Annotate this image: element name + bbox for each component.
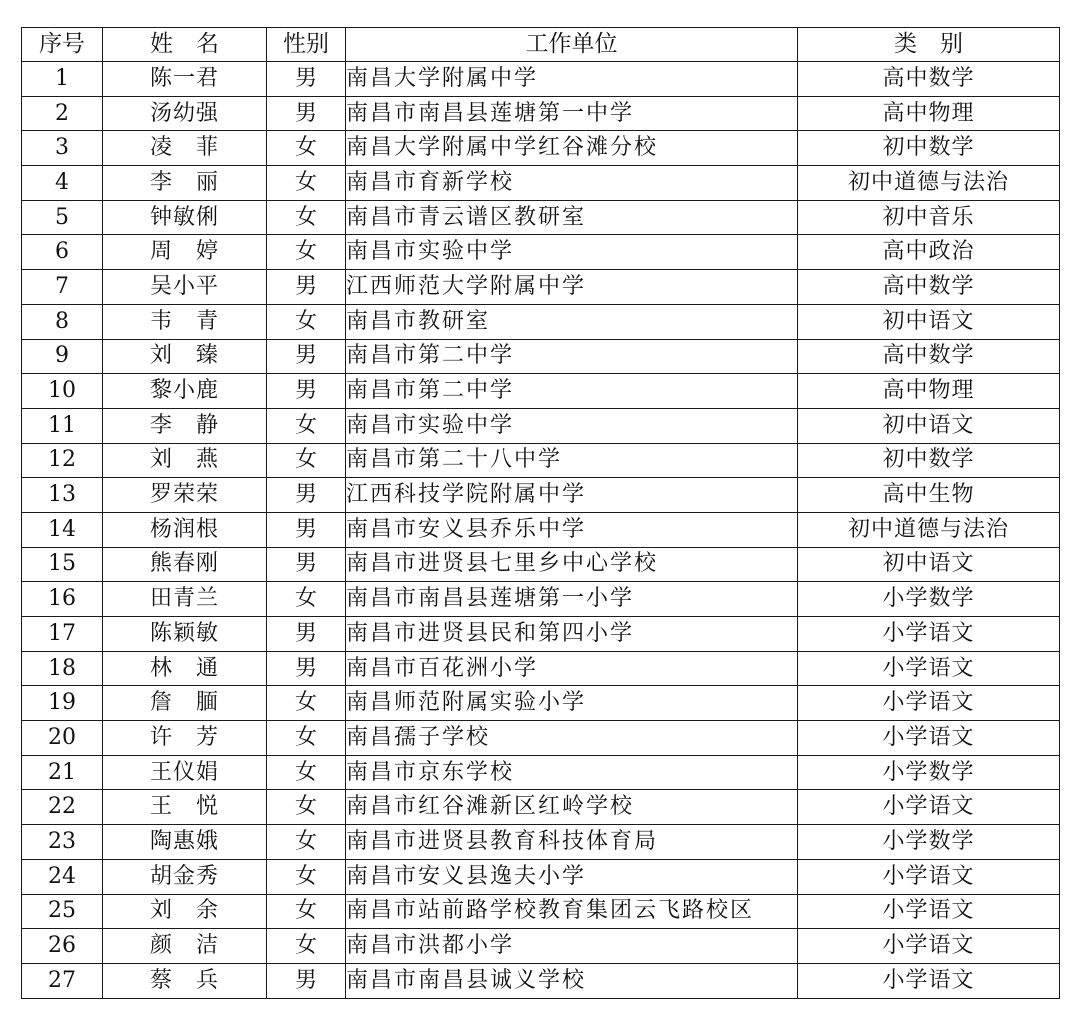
cell-category: 小学语文	[798, 721, 1060, 756]
table-row	[22, 721, 1060, 756]
cell-gender: 女	[267, 825, 346, 860]
cell-serial-number: 10	[22, 374, 103, 409]
cell-gender: 女	[267, 304, 346, 339]
cell-category: 小学语文	[798, 963, 1060, 998]
cell-category: 初中道德与法治	[798, 166, 1060, 201]
cell-gender: 女	[267, 755, 346, 790]
table-row	[22, 582, 1060, 617]
cell-gender: 男	[267, 62, 346, 97]
cell-work-unit: 南昌市教研室	[346, 304, 798, 339]
cell-name: 吴小平	[103, 270, 267, 305]
cell-name: 杨润根	[103, 512, 267, 547]
cell-category: 高中物理	[798, 374, 1060, 409]
cell-name: 许 芳	[103, 721, 267, 756]
table-row	[22, 651, 1060, 686]
cell-category: 小学语文	[798, 617, 1060, 652]
table-row	[22, 894, 1060, 929]
table-row	[22, 131, 1060, 166]
cell-name: 王 悦	[103, 790, 267, 825]
table-row	[22, 374, 1060, 409]
cell-name: 王仪娟	[103, 755, 267, 790]
cell-serial-number: 21	[22, 755, 103, 790]
cell-work-unit: 南昌大学附属中学	[346, 62, 798, 97]
cell-serial-number: 13	[22, 478, 103, 513]
cell-work-unit: 南昌市洪都小学	[346, 929, 798, 964]
table-row	[22, 408, 1060, 443]
cell-gender: 男	[267, 512, 346, 547]
cell-category: 小学语文	[798, 651, 1060, 686]
cell-name: 汤幼强	[103, 96, 267, 131]
cell-name: 刘 燕	[103, 443, 267, 478]
cell-serial-number: 1	[22, 62, 103, 97]
cell-work-unit: 南昌市育新学校	[346, 166, 798, 201]
cell-work-unit: 南昌市红谷滩新区红岭学校	[346, 790, 798, 825]
cell-gender: 女	[267, 582, 346, 617]
cell-work-unit: 南昌市进贤县教育科技体育局	[346, 825, 798, 860]
cell-serial-number: 2	[22, 96, 103, 131]
table-row	[22, 755, 1060, 790]
cell-gender: 男	[267, 96, 346, 131]
cell-serial-number: 4	[22, 166, 103, 201]
cell-work-unit: 南昌市第二中学	[346, 339, 798, 374]
table-row	[22, 929, 1060, 964]
cell-work-unit: 南昌孺子学校	[346, 721, 798, 756]
cell-name: 周 婷	[103, 235, 267, 270]
cell-gender: 女	[267, 131, 346, 166]
header-serial-number: 序号	[22, 28, 103, 62]
cell-serial-number: 6	[22, 235, 103, 270]
cell-name: 凌 菲	[103, 131, 267, 166]
cell-gender: 男	[267, 374, 346, 409]
cell-serial-number: 8	[22, 304, 103, 339]
cell-gender: 男	[267, 617, 346, 652]
cell-serial-number: 9	[22, 339, 103, 374]
header-row	[22, 28, 1060, 62]
cell-work-unit: 南昌市进贤县七里乡中心学校	[346, 547, 798, 582]
cell-name: 林 通	[103, 651, 267, 686]
cell-category: 小学数学	[798, 825, 1060, 860]
table-row	[22, 200, 1060, 235]
cell-serial-number: 24	[22, 859, 103, 894]
cell-name: 胡金秀	[103, 859, 267, 894]
cell-category: 小学语文	[798, 859, 1060, 894]
cell-gender: 男	[267, 547, 346, 582]
cell-name: 刘 臻	[103, 339, 267, 374]
cell-work-unit: 南昌市安义县逸夫小学	[346, 859, 798, 894]
cell-work-unit: 南昌市第二十八中学	[346, 443, 798, 478]
cell-name: 陈颖敏	[103, 617, 267, 652]
cell-work-unit: 南昌市进贤县民和第四小学	[346, 617, 798, 652]
cell-name: 黎小鹿	[103, 374, 267, 409]
cell-name: 颜 洁	[103, 929, 267, 964]
cell-name: 詹 腼	[103, 686, 267, 721]
cell-name: 陶惠娥	[103, 825, 267, 860]
cell-gender: 女	[267, 894, 346, 929]
cell-serial-number: 18	[22, 651, 103, 686]
table-row	[22, 96, 1060, 131]
table-row	[22, 547, 1060, 582]
cell-work-unit: 江西师范大学附属中学	[346, 270, 798, 305]
cell-serial-number: 17	[22, 617, 103, 652]
cell-category: 初中数学	[798, 443, 1060, 478]
cell-name: 罗荣荣	[103, 478, 267, 513]
cell-category: 高中数学	[798, 339, 1060, 374]
cell-category: 高中数学	[798, 62, 1060, 97]
table-row	[22, 686, 1060, 721]
cell-category: 小学语文	[798, 929, 1060, 964]
cell-work-unit: 南昌大学附属中学红谷滩分校	[346, 131, 798, 166]
cell-category: 初中语文	[798, 547, 1060, 582]
cell-gender: 男	[267, 270, 346, 305]
cell-serial-number: 23	[22, 825, 103, 860]
cell-serial-number: 19	[22, 686, 103, 721]
table-row	[22, 235, 1060, 270]
cell-gender: 女	[267, 929, 346, 964]
cell-category: 小学数学	[798, 582, 1060, 617]
cell-work-unit: 江西科技学院附属中学	[346, 478, 798, 513]
table-row	[22, 443, 1060, 478]
cell-gender: 女	[267, 686, 346, 721]
cell-gender: 女	[267, 200, 346, 235]
cell-name: 蔡 兵	[103, 963, 267, 998]
cell-serial-number: 15	[22, 547, 103, 582]
header-gender: 性别	[267, 28, 346, 62]
cell-name: 陈一君	[103, 62, 267, 97]
cell-serial-number: 3	[22, 131, 103, 166]
cell-category: 初中音乐	[798, 200, 1060, 235]
cell-category: 小学数学	[798, 755, 1060, 790]
cell-category: 高中数学	[798, 270, 1060, 305]
cell-gender: 女	[267, 443, 346, 478]
table-body	[22, 62, 1060, 999]
table-row	[22, 304, 1060, 339]
table-row	[22, 963, 1060, 998]
cell-work-unit: 南昌市实验中学	[346, 235, 798, 270]
cell-work-unit: 南昌市南昌县莲塘第一小学	[346, 582, 798, 617]
table-row	[22, 339, 1060, 374]
cell-category: 高中物理	[798, 96, 1060, 131]
header-work-unit: 工作单位	[346, 28, 798, 62]
cell-work-unit: 南昌市京东学校	[346, 755, 798, 790]
cell-serial-number: 27	[22, 963, 103, 998]
cell-gender: 男	[267, 478, 346, 513]
cell-work-unit: 南昌市第二中学	[346, 374, 798, 409]
cell-work-unit: 南昌市站前路学校教育集团云飞路校区	[346, 894, 798, 929]
table-row	[22, 617, 1060, 652]
cell-serial-number: 25	[22, 894, 103, 929]
cell-serial-number: 16	[22, 582, 103, 617]
cell-work-unit: 南昌市安义县乔乐中学	[346, 512, 798, 547]
table-row	[22, 859, 1060, 894]
cell-serial-number: 14	[22, 512, 103, 547]
cell-work-unit: 南昌市百花洲小学	[346, 651, 798, 686]
cell-name: 钟敏俐	[103, 200, 267, 235]
table-row	[22, 270, 1060, 305]
cell-category: 初中数学	[798, 131, 1060, 166]
cell-category: 初中语文	[798, 304, 1060, 339]
table-header	[22, 28, 1060, 62]
header-category: 类 别	[798, 28, 1060, 62]
cell-serial-number: 11	[22, 408, 103, 443]
cell-serial-number: 7	[22, 270, 103, 305]
cell-work-unit: 南昌市南昌县诚义学校	[346, 963, 798, 998]
table-row	[22, 166, 1060, 201]
cell-name: 田青兰	[103, 582, 267, 617]
cell-work-unit: 南昌市实验中学	[346, 408, 798, 443]
cell-category: 小学语文	[798, 894, 1060, 929]
cell-category: 小学语文	[798, 686, 1060, 721]
cell-category: 小学语文	[798, 790, 1060, 825]
cell-serial-number: 22	[22, 790, 103, 825]
cell-gender: 女	[267, 408, 346, 443]
cell-gender: 男	[267, 651, 346, 686]
cell-gender: 男	[267, 963, 346, 998]
cell-gender: 女	[267, 790, 346, 825]
cell-work-unit: 南昌市南昌县莲塘第一中学	[346, 96, 798, 131]
cell-gender: 女	[267, 166, 346, 201]
cell-serial-number: 5	[22, 200, 103, 235]
cell-gender: 男	[267, 339, 346, 374]
cell-gender: 女	[267, 859, 346, 894]
cell-name: 韦 青	[103, 304, 267, 339]
table-row	[22, 825, 1060, 860]
cell-name: 李 丽	[103, 166, 267, 201]
cell-name: 刘 余	[103, 894, 267, 929]
roster-table	[21, 27, 1060, 999]
cell-work-unit: 南昌市青云谱区教研室	[346, 200, 798, 235]
cell-category: 高中生物	[798, 478, 1060, 513]
cell-gender: 女	[267, 235, 346, 270]
table-row	[22, 512, 1060, 547]
cell-serial-number: 20	[22, 721, 103, 756]
header-name: 姓 名	[103, 28, 267, 62]
table-row	[22, 478, 1060, 513]
cell-category: 高中政治	[798, 235, 1060, 270]
table-row	[22, 62, 1060, 97]
cell-name: 熊春刚	[103, 547, 267, 582]
cell-category: 初中语文	[798, 408, 1060, 443]
table-row	[22, 790, 1060, 825]
cell-serial-number: 26	[22, 929, 103, 964]
cell-name: 李 静	[103, 408, 267, 443]
cell-work-unit: 南昌师范附属实验小学	[346, 686, 798, 721]
cell-serial-number: 12	[22, 443, 103, 478]
cell-category: 初中道德与法治	[798, 512, 1060, 547]
cell-gender: 女	[267, 721, 346, 756]
